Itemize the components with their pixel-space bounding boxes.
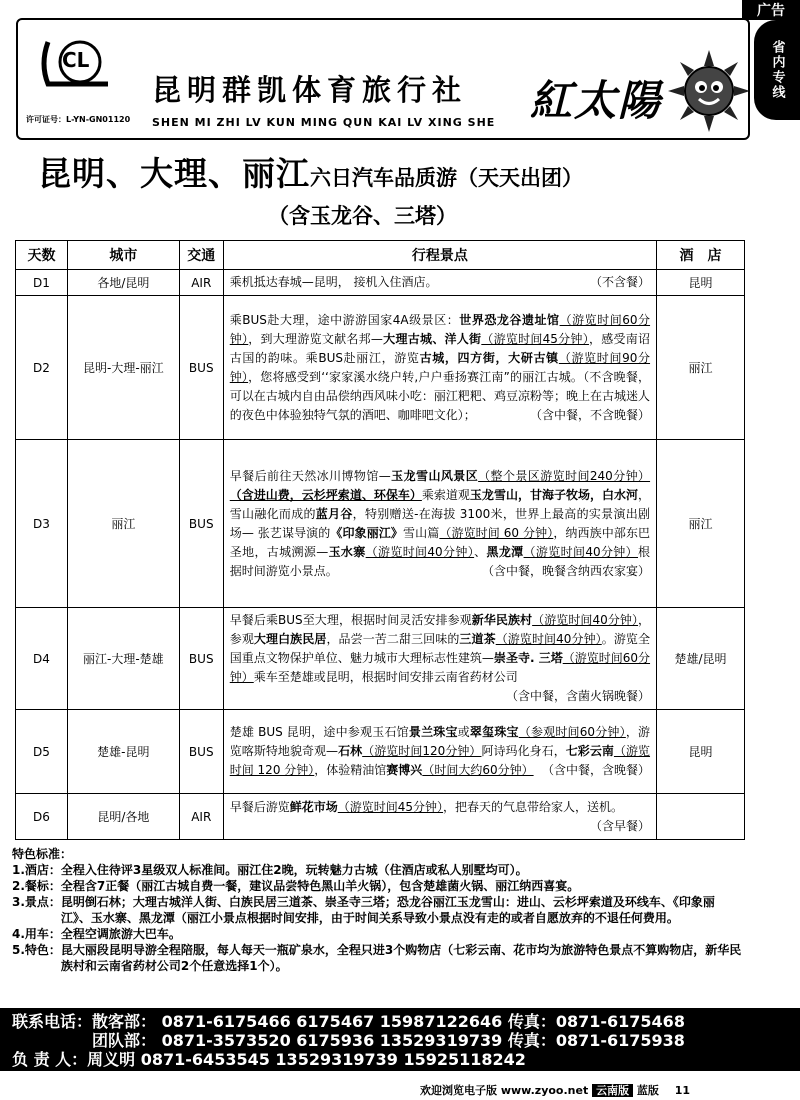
- hotel-cell: [657, 794, 745, 840]
- table-row: [16, 608, 745, 710]
- section-label: 蓝版: [636, 1084, 659, 1097]
- tour-title: [38, 148, 583, 195]
- footer-text: 欢迎浏览电子版 www.zyoo.net: [420, 1084, 589, 1097]
- itinerary-text: 乘索道观: [421, 487, 470, 502]
- contact-row-manager: [12, 1050, 800, 1069]
- itinerary-text: ，把春天的气息带给家人，送机。: [443, 799, 624, 814]
- feature-item: [12, 942, 742, 974]
- tour-title-main: 昆明、大理、丽江: [38, 154, 310, 193]
- hotel-cell: 昆明: [657, 270, 745, 296]
- day-cell: D3: [16, 440, 68, 608]
- itinerary-text: 楚雄 BUS 昆明，途中参观玉石馆: [229, 725, 409, 739]
- itinerary-text: 《印象丽江》: [330, 525, 404, 540]
- itinerary-text: 乘机抵达春城—昆明， 接机入住酒店。: [229, 275, 438, 289]
- group-label: 团队部：: [92, 1031, 157, 1050]
- itinerary-text: （游览时间60分钟）: [229, 312, 651, 346]
- hotel-cell: 丽江: [657, 296, 745, 440]
- itinerary-text: 七彩云南: [565, 744, 614, 758]
- itinerary-text: 石林: [338, 744, 363, 758]
- tour-title-suffix: 六日汽车品质游（天天出团）: [310, 166, 583, 190]
- city-cell: 各地/昆明: [67, 270, 179, 296]
- brand-name: 紅太陽: [530, 76, 663, 125]
- city-cell: 楚雄-昆明: [67, 710, 179, 794]
- itinerary-cell: [223, 296, 656, 440]
- features-heading: 特色标准：: [12, 847, 73, 861]
- manager-name: 周义明: [87, 1050, 136, 1069]
- edition-badge: 云南版: [592, 1084, 633, 1097]
- transport-cell: AIR: [179, 270, 223, 296]
- header-transport: 交通: [179, 241, 223, 270]
- day-cell: D4: [16, 608, 68, 710]
- itinerary-text: 或: [457, 725, 470, 739]
- transport-cell: AIR: [179, 794, 223, 840]
- itinerary-text: 玉水寨: [328, 544, 366, 559]
- itinerary-cell: [223, 270, 656, 296]
- itinerary-text: 古城，四方街，大研古镇: [419, 350, 559, 365]
- itinerary-text: ，您将感受到‘‘家家溪水绕户转,户户垂扬赛江南”的丽江古城。（不含晚餐，可以在古城内自由品偿纳西风味小吃：丽江粑粑、鸡豆凉粉等；晚上在古城迷人的夜色中体验独特气氛的酒吧、咖啡吧文化）；: [229, 369, 651, 422]
- table-row: [16, 710, 745, 794]
- itinerary-text: 、: [474, 544, 487, 559]
- itinerary-text: 大理白族民居: [253, 632, 327, 646]
- itinerary-text: （时间大约60分钟）: [422, 763, 534, 777]
- retail-label: 散客部：: [92, 1012, 157, 1031]
- feature-label: 5.特色：: [12, 943, 61, 957]
- feature-label: 1.酒店：: [12, 863, 61, 877]
- feature-text: 昆明倒石林；大理古城洋人街、白族民居三道茶、崇圣寺三塔；恐龙谷丽江玉龙雪山：进山、云杉坪索道及环线车、《印象丽江》、玉水寨、黑龙潭（丽江小景点根据时间安排，由于时间关系导致小景点没有走的或者自愿放弃的不退任何费用。: [60, 895, 715, 925]
- itinerary-text: 根据时间游览小景点。: [229, 544, 651, 578]
- itinerary-text: 乘BUS赴大理，途中游游国家4A级景区：: [229, 312, 460, 327]
- day-cell: D2: [16, 296, 68, 440]
- itinerary-text: 乘车至楚雄或昆明，根据时间安排云南省药材公司: [253, 670, 518, 684]
- page-footer: [420, 1082, 690, 1098]
- fax-label: 传真：: [507, 1012, 556, 1031]
- table-row: [16, 296, 745, 440]
- fax-label: 传真：: [507, 1031, 556, 1050]
- itinerary-text: （游览时间45分钟）: [337, 799, 444, 814]
- group-fax: 0871-6175938: [555, 1031, 685, 1050]
- contact-bar: [0, 1008, 800, 1071]
- itinerary-text: 赛博兴: [386, 763, 423, 777]
- itinerary-cell: [223, 794, 656, 840]
- itinerary-text: ，纳西族中部东巴圣地，古城溯源—: [229, 525, 651, 559]
- feature-text: 全程入住待评3星级双人标准间。丽江住2晚，玩转魅力古城（住酒店或私人别墅均可）。: [60, 863, 528, 877]
- feature-text: 全程含7正餐（丽江古城自费一餐，建议品尝特色黑山羊火锅），包含楚雄菌火锅、丽江纳西喜宴。: [60, 879, 580, 893]
- agency-name: 昆明群凯体育旅行社: [152, 73, 468, 107]
- city-cell: 昆明-大理-丽江: [67, 296, 179, 440]
- day-cell: D6: [16, 794, 68, 840]
- feature-text: 全程空调旅游大巴车。: [60, 927, 181, 941]
- tour-subtitle: （含玉龙谷、三塔）: [268, 204, 457, 228]
- itinerary-text: ，品尝一苦二甜三回味的: [326, 632, 460, 646]
- itinerary-text: （游览时间120分钟）: [362, 744, 482, 758]
- city-cell: 昆明/各地: [67, 794, 179, 840]
- feature-item: [12, 878, 742, 894]
- itinerary-text: （含早餐）: [590, 818, 651, 833]
- itinerary-cell: [223, 440, 656, 608]
- itinerary-text: （含中餐，含菌火锅晚餐）: [506, 689, 651, 703]
- itinerary-text: ，体验精油馆: [314, 763, 387, 777]
- table-row: [16, 270, 745, 296]
- itinerary-text: 世界恐龙谷遗址馆: [459, 312, 560, 327]
- itinerary-text: （含中餐，晚餐含纳西农家宴）: [482, 563, 651, 578]
- itinerary-text: ，特别赠送-在海拔 3100米，世界上最高的实景演出剧场— 张艺谋导演的: [229, 506, 651, 540]
- contact-row-group: [12, 1031, 800, 1050]
- hotel-cell: 昆明: [657, 710, 745, 794]
- city-cell: 丽江: [67, 440, 179, 608]
- city-cell: 丽江-大理-楚雄: [67, 608, 179, 710]
- itinerary-text: （游览时间40分钟）: [365, 544, 475, 559]
- hotel-cell: 楚雄/昆明: [657, 608, 745, 710]
- itinerary-text: 翠玺珠宝: [469, 725, 519, 739]
- itinerary-text: 大理古城、洋人街: [382, 331, 482, 346]
- feature-label: 3.景点：: [12, 895, 61, 909]
- feature-item: [12, 894, 742, 926]
- license-number: 许可证号：L-YN-GN01120: [26, 115, 131, 124]
- itinerary-text: 玉龙雪山，甘海子牧场，白水河: [469, 487, 639, 502]
- feature-item: [12, 926, 742, 942]
- contact-label: 联系电话：: [12, 1012, 93, 1031]
- itinerary-text: 雪山篇: [403, 525, 440, 540]
- itinerary-text: （游览时间45分钟）: [481, 331, 589, 346]
- table-header-row: [16, 241, 745, 270]
- header-day: 天数: [16, 241, 68, 270]
- manager-phone-numbers: 0871-6453545 13529319739 15925118242: [140, 1050, 526, 1069]
- itinerary-text: ，雪山融化而成的: [229, 487, 651, 521]
- sun-mascot-icon: [668, 50, 750, 132]
- itinerary-text: 早餐后前往天然冰川博物馆—: [229, 468, 391, 483]
- itinerary-text: （游览时间60分钟）: [229, 651, 651, 684]
- itinerary-text: （游览时间40分钟）: [523, 544, 639, 559]
- logo-letters: CL: [62, 48, 90, 72]
- itinerary-text: 黑龙潭: [486, 544, 524, 559]
- transport-cell: BUS: [179, 608, 223, 710]
- itinerary-text: （游览时间40分钟）: [495, 632, 602, 646]
- itinerary-text: （游览时间40分钟）: [532, 613, 639, 627]
- itinerary-text: 。游览全国重点文物保护单位、魅力城市大理标志性建筑—: [229, 632, 651, 665]
- section-tab: 省内专线: [754, 20, 800, 120]
- agency-header: [16, 18, 750, 140]
- itinerary-text: （不含餐）: [590, 275, 651, 289]
- itinerary-text: （游览时间 120 分钟）: [229, 744, 651, 777]
- ad-badge: 广告: [742, 0, 800, 20]
- itinerary-text: 景兰珠宝: [408, 725, 458, 739]
- hotel-cell: 丽江: [657, 440, 745, 608]
- itinerary-text: 鲜花市场: [289, 799, 338, 814]
- agency-pinyin: SHEN MI ZHI LV KUN MING QUN KAI LV XING SHE: [152, 116, 496, 129]
- features-section: [12, 846, 742, 974]
- group-phone-numbers: 0871-3573520 6175936 13529319739: [161, 1031, 503, 1050]
- itinerary-text: 新华民族村: [471, 613, 533, 627]
- itinerary-text: 玉龙雪山风景区: [390, 468, 479, 483]
- itinerary-text: 蓝月谷: [315, 506, 353, 521]
- itinerary-text: （游览时间 60 分钟）: [439, 525, 554, 540]
- retail-phone-numbers: 0871-6175466 6175467 15987122646: [161, 1012, 503, 1031]
- day-cell: D1: [16, 270, 68, 296]
- itinerary-cell: [223, 608, 656, 710]
- itinerary-text: （含进山费，云杉坪索道、环保车）: [229, 487, 422, 502]
- header-hotel: 酒 店: [657, 241, 745, 270]
- itinerary-text: ，感受南诏古国的韵味。乘BUS赴丽江，游览: [229, 331, 651, 365]
- feature-text: 昆大丽段昆明导游全程陪服，每人每天一瓶矿泉水，全程只进3个购物店（七彩云南、花市均为旅游特色景点不算购物店，新华民族村和云南省药材公司2个任意选择1个）。: [60, 943, 742, 973]
- itinerary-text: ， 参观: [229, 613, 651, 646]
- manager-label: 负 责 人：: [12, 1050, 88, 1069]
- itinerary-table: [15, 240, 745, 840]
- itinerary-text: （游览时间90分钟）: [229, 350, 651, 384]
- itinerary-text: （参观时间60分钟）: [518, 725, 626, 739]
- itinerary-text: 早餐后乘BUS至大理，根据时间灵活安排参观: [229, 613, 472, 627]
- header-city: 城市: [67, 241, 179, 270]
- transport-cell: BUS: [179, 440, 223, 608]
- itinerary-text: （含中餐，含晚餐）: [542, 763, 651, 777]
- itinerary-text: 崇圣寺. 三塔: [493, 651, 563, 665]
- transport-cell: BUS: [179, 296, 223, 440]
- header-itinerary: 行程景点: [223, 241, 656, 270]
- itinerary-text: ，游览喀斯特地貌奇观—: [229, 725, 651, 758]
- itinerary-text: 早餐后游览: [229, 799, 290, 814]
- day-cell: D5: [16, 710, 68, 794]
- itinerary-cell: [223, 710, 656, 794]
- itinerary-text: 阿诗玛化身石，: [481, 744, 566, 758]
- table-row: [16, 794, 745, 840]
- table-row: [16, 440, 745, 608]
- itinerary-text: （含中餐，不含晚餐）: [530, 407, 651, 422]
- itinerary-text: （整个景区游览时间240分钟）: [478, 468, 651, 483]
- contact-row-retail: [12, 1012, 800, 1031]
- transport-cell: BUS: [179, 710, 223, 794]
- feature-label: 4.用车：: [12, 927, 61, 941]
- page-number: 11: [674, 1084, 691, 1097]
- itinerary-text: 三道茶: [459, 632, 496, 646]
- feature-item: [12, 862, 742, 878]
- itinerary-text: ，到大理游览文献名邦—: [248, 331, 383, 346]
- retail-fax: 0871-6175468: [555, 1012, 685, 1031]
- feature-label: 2.餐标：: [12, 879, 61, 893]
